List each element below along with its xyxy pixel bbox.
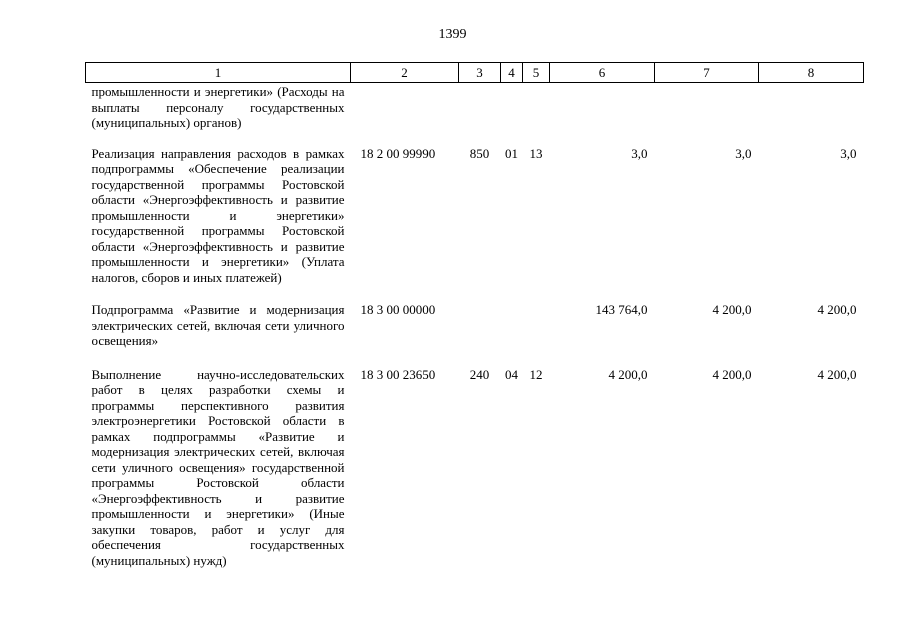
- row-description: Выполнение научно-исследовательских работ в целях разработки схемы и программы перспективного развития электроэнергетики Ростовской области в рамках подпрограммы «Развитие и модернизация электрических сетей, включая сети уличного освещения» государственной программы Ростовской области «Энергоэффективность и развитие промышленности и энергетики» (Иные закупки товаров, работ и услуг для обеспечения государственных (муниципальных) нужд): [91, 366, 345, 568]
- table-row: [86, 146, 864, 303]
- row-col-4: 04: [505, 366, 518, 382]
- row-col-5: [523, 83, 550, 146]
- page-number: 1399: [438, 27, 467, 42]
- row-value-8: 3,0: [840, 145, 857, 161]
- row-code: 18 2 00 99990: [360, 145, 436, 161]
- budget-table: [85, 62, 864, 568]
- table-header: [86, 63, 864, 83]
- row-value-7: 4 200,0: [712, 302, 752, 317]
- row-col-5: 13: [529, 145, 543, 161]
- table-row: [86, 302, 864, 367]
- row-col-4: [501, 302, 523, 367]
- row-description: Подпрограмма «Развитие и модернизация электрических сетей, включая сети уличного освещения»: [91, 302, 345, 348]
- row-value-7: 4 200,0: [712, 366, 752, 382]
- header-col-7: 7: [655, 63, 759, 83]
- header-row: [86, 63, 864, 83]
- row-value-8: [759, 83, 864, 146]
- header-col-3: 3: [459, 63, 501, 83]
- row-value-6: [550, 83, 655, 146]
- row-col-3: 240: [469, 366, 490, 382]
- row-value-7: [655, 83, 759, 146]
- header-col-5: 5: [523, 63, 550, 83]
- table-row: [86, 83, 864, 146]
- table-row: [86, 367, 864, 569]
- row-col-3: [459, 302, 501, 367]
- header-col-4: 4: [501, 63, 523, 83]
- row-col-4: [501, 83, 523, 146]
- row-col-3: 850: [469, 145, 490, 161]
- row-code: 18 3 00 00000: [360, 302, 436, 317]
- row-value-6: 143 764,0: [595, 302, 648, 317]
- row-value-7: 3,0: [735, 145, 752, 161]
- row-col-5: [523, 302, 550, 367]
- row-value-6: 4 200,0: [608, 366, 648, 382]
- row-col-3: [459, 83, 501, 146]
- row-code: 18 3 00 23650: [360, 366, 436, 382]
- row-value-8: 4 200,0: [817, 302, 857, 317]
- row-col-5: 12: [529, 366, 543, 382]
- row-col-4: 01: [505, 145, 518, 161]
- header-col-8: 8: [759, 63, 864, 83]
- row-description: промышленности и энергетики» (Расходы на выплаты персоналу государственных (муниципальных) органов): [91, 84, 345, 130]
- header-col-2: 2: [351, 63, 459, 83]
- row-code: [351, 83, 459, 146]
- row-description: Реализация направления расходов в рамках подпрограммы «Обеспечение реализации государственной программы Ростовской области «Энергоэффективность и развитие промышленности и энергетики» государственной программы Ростовской области «Энергоэффективность и развитие промышленности и энергетики» (Уплата налогов, сборов и иных платежей): [91, 145, 345, 285]
- header-col-1: 1: [86, 63, 351, 83]
- row-value-8: 4 200,0: [817, 366, 857, 382]
- row-value-6: 3,0: [631, 145, 648, 161]
- header-col-6: 6: [550, 63, 655, 83]
